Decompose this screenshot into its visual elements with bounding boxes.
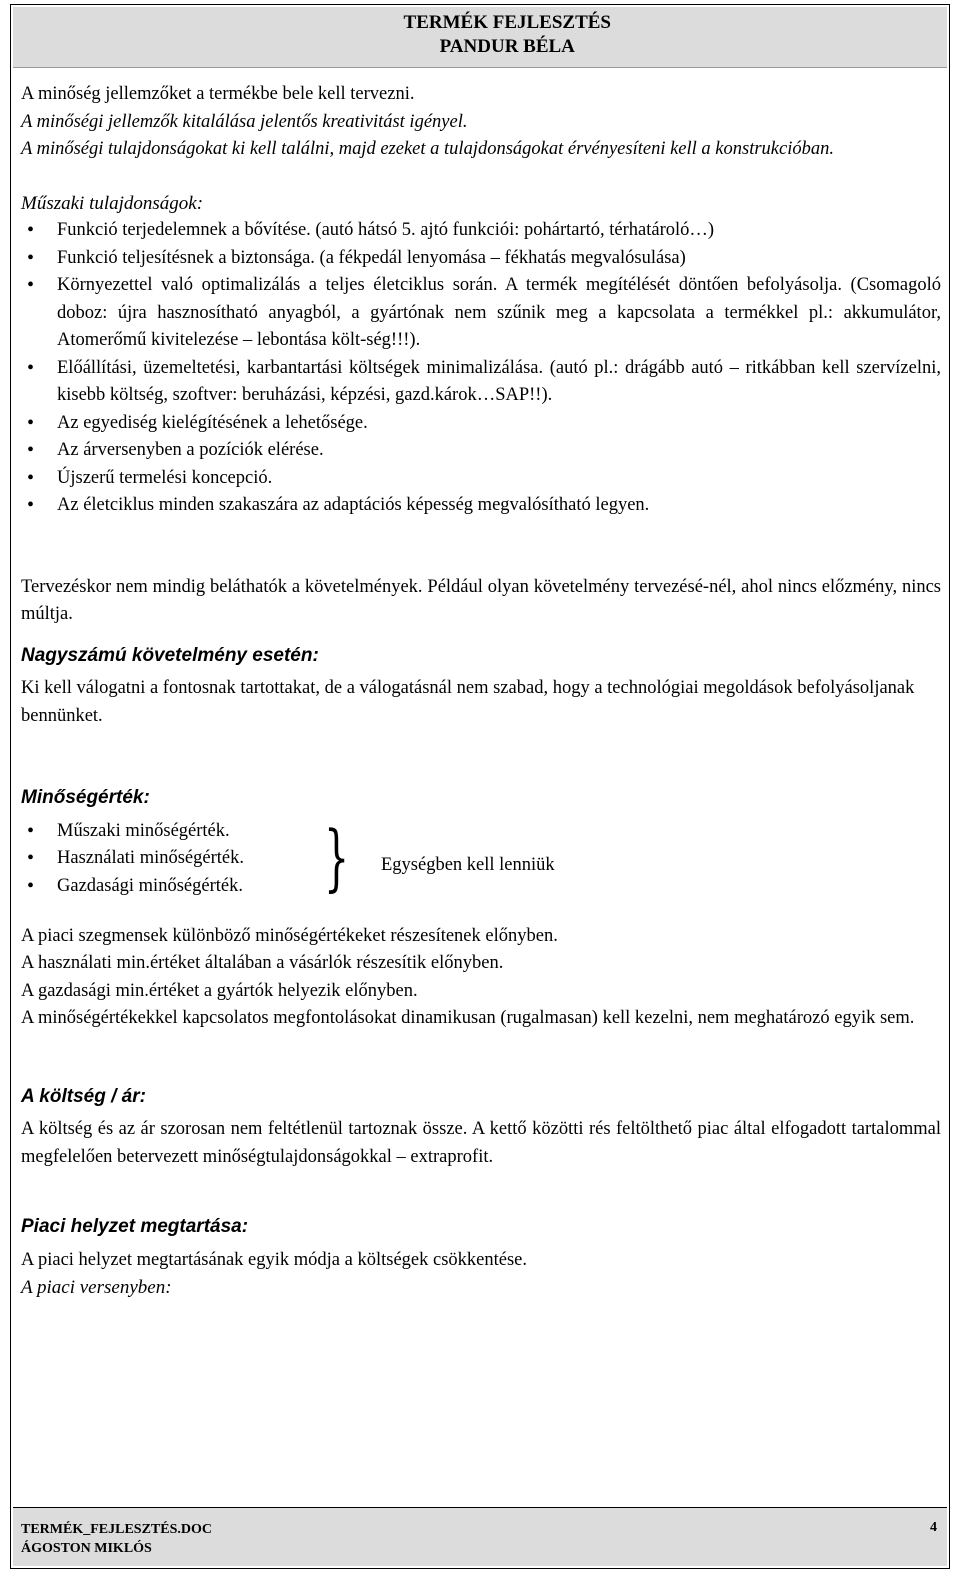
document-body	[21, 81, 941, 1302]
minosegertek-line-4: A minőségértékekkel kapcsolatos megfontolásokat dinamikusan (rugalmasan) kell kezelni, nem meghatározó egyik sem.	[21, 1008, 915, 1028]
document-page	[10, 4, 950, 1569]
footer-author: ÁGOSTON MIKLÓS	[21, 1541, 152, 1556]
list-item: • Előállítási, üzemeltetési, karbantartási költségek minimalizálása. (autó pl.: drágább autó – ritkábban kell szervízelni, kisebb költség, szoftver: beruházási, képzési, gazd.károk…SAP!!).	[21, 355, 941, 410]
koltseg-heading: A költség / ár:	[21, 1085, 146, 1107]
intro-line-1: A minőség jellemzőket a termékbe bele kell tervezni.	[21, 84, 415, 104]
minosegertek-heading: Minőségérték:	[21, 787, 150, 808]
list-item: • Az árversenyben a pozíciók elérése.	[21, 437, 941, 465]
intro-line-3: A minőségi tulajdonságokat ki kell találni, majd ezeket a tulajdonságokat érvényesíteni kell a konstrukcióban.	[21, 139, 834, 159]
list-item: • Az életciklus minden szakaszára az adaptációs képesség megvalósítható legyen.	[21, 492, 941, 520]
curly-brace-icon: }	[324, 814, 350, 899]
page-header	[13, 7, 947, 68]
list-item: • Használati minőségérték.	[21, 845, 244, 873]
list-item: • Műszaki minőségérték.	[21, 818, 244, 846]
piaci-heading: Piaci helyzet megtartása:	[21, 1216, 249, 1237]
minosegertek-line-1: A piaci szegmensek különböző minőségértékeket részesítenek előnyben.	[21, 925, 558, 946]
header-line-2: PANDUR BÉLA	[439, 36, 575, 57]
minosegertek-list	[21, 818, 244, 901]
header-title	[404, 11, 611, 59]
minosegertek-line-2: A használati min.értéket általában a vásárlók részesítik előnyben.	[21, 953, 504, 973]
piaci-paragraph: A piaci helyzet megtartásának egyik módja a költségek csökkentése.	[21, 1249, 528, 1270]
header-line-1: TERMÉK FEJLESZTÉS	[403, 12, 611, 33]
intro-line-2: A minőségi jellemzők kitalálása jelentős kreativitást igényel.	[21, 111, 468, 132]
list-item: • Az egyediség kielégítésének a lehetősége.	[21, 410, 941, 438]
tervezes-paragraph: Tervezéskor nem mindig beláthatók a követelmények. Például olyan követelmény tervezésé-nél, ahol nincs előzmény, nincs múltja.	[21, 576, 941, 624]
footer-filename: TERMÉK_FEJLESZTÉS.DOC	[21, 1522, 212, 1537]
muszaki-heading: Műszaki tulajdonságok:	[21, 192, 204, 214]
minosegertek-line-3: A gazdasági min.értéket a gyártók helyezik előnyben.	[21, 980, 418, 1001]
nagyszamu-heading: Nagyszámú követelmény esetén:	[21, 644, 319, 666]
list-item: • Funkció terjedelemnek a bővítése. (autó hátsó 5. ajtó funkciói: pohártartó, térhatároló…)	[21, 217, 941, 245]
page-footer	[13, 1507, 947, 1566]
footer-info	[21, 1520, 212, 1558]
list-item: • Funkció teljesítésnek a biztonsága. (a fékpedál lenyomása – fékhatás megvalósulása)	[21, 245, 941, 273]
brace-note: Egységben kell lenniük	[381, 854, 555, 875]
list-item: • Újszerű termelési koncepció.	[21, 465, 941, 493]
koltseg-paragraph: A költség és az ár szorosan nem feltétlenül tartoznak össze. A kettő közötti rés feltölthető piac által elfogadott tartalommal megfelelően betervezett minőségtulajdonságokkal – extraprofit.	[21, 1119, 941, 1167]
list-item: • Gazdasági minőségérték.	[21, 873, 244, 901]
nagyszamu-paragraph: Ki kell válogatni a fontosnak tartottakat, de a válogatásnál nem szabad, hogy a technológiai megoldások befolyásoljanak bennünket.	[21, 678, 915, 726]
piaci-subheading: A piaci versenyben:	[21, 1277, 172, 1298]
page-number: 4	[930, 1520, 937, 1535]
list-item: • Környezettel való optimalizálás a teljes életciklus során. A termék megítélését döntően befolyásolja. (Csomagoló doboz: újra hasznosítható anyagból, a gyártónak nem szűnik meg a kapcsolata a termékkel pl.: akkumulátor, Atomerőmű kivitelezése – lebontása költ-ség!!!).	[21, 272, 941, 355]
minosegertek-group	[21, 814, 941, 911]
muszaki-list	[21, 217, 941, 520]
